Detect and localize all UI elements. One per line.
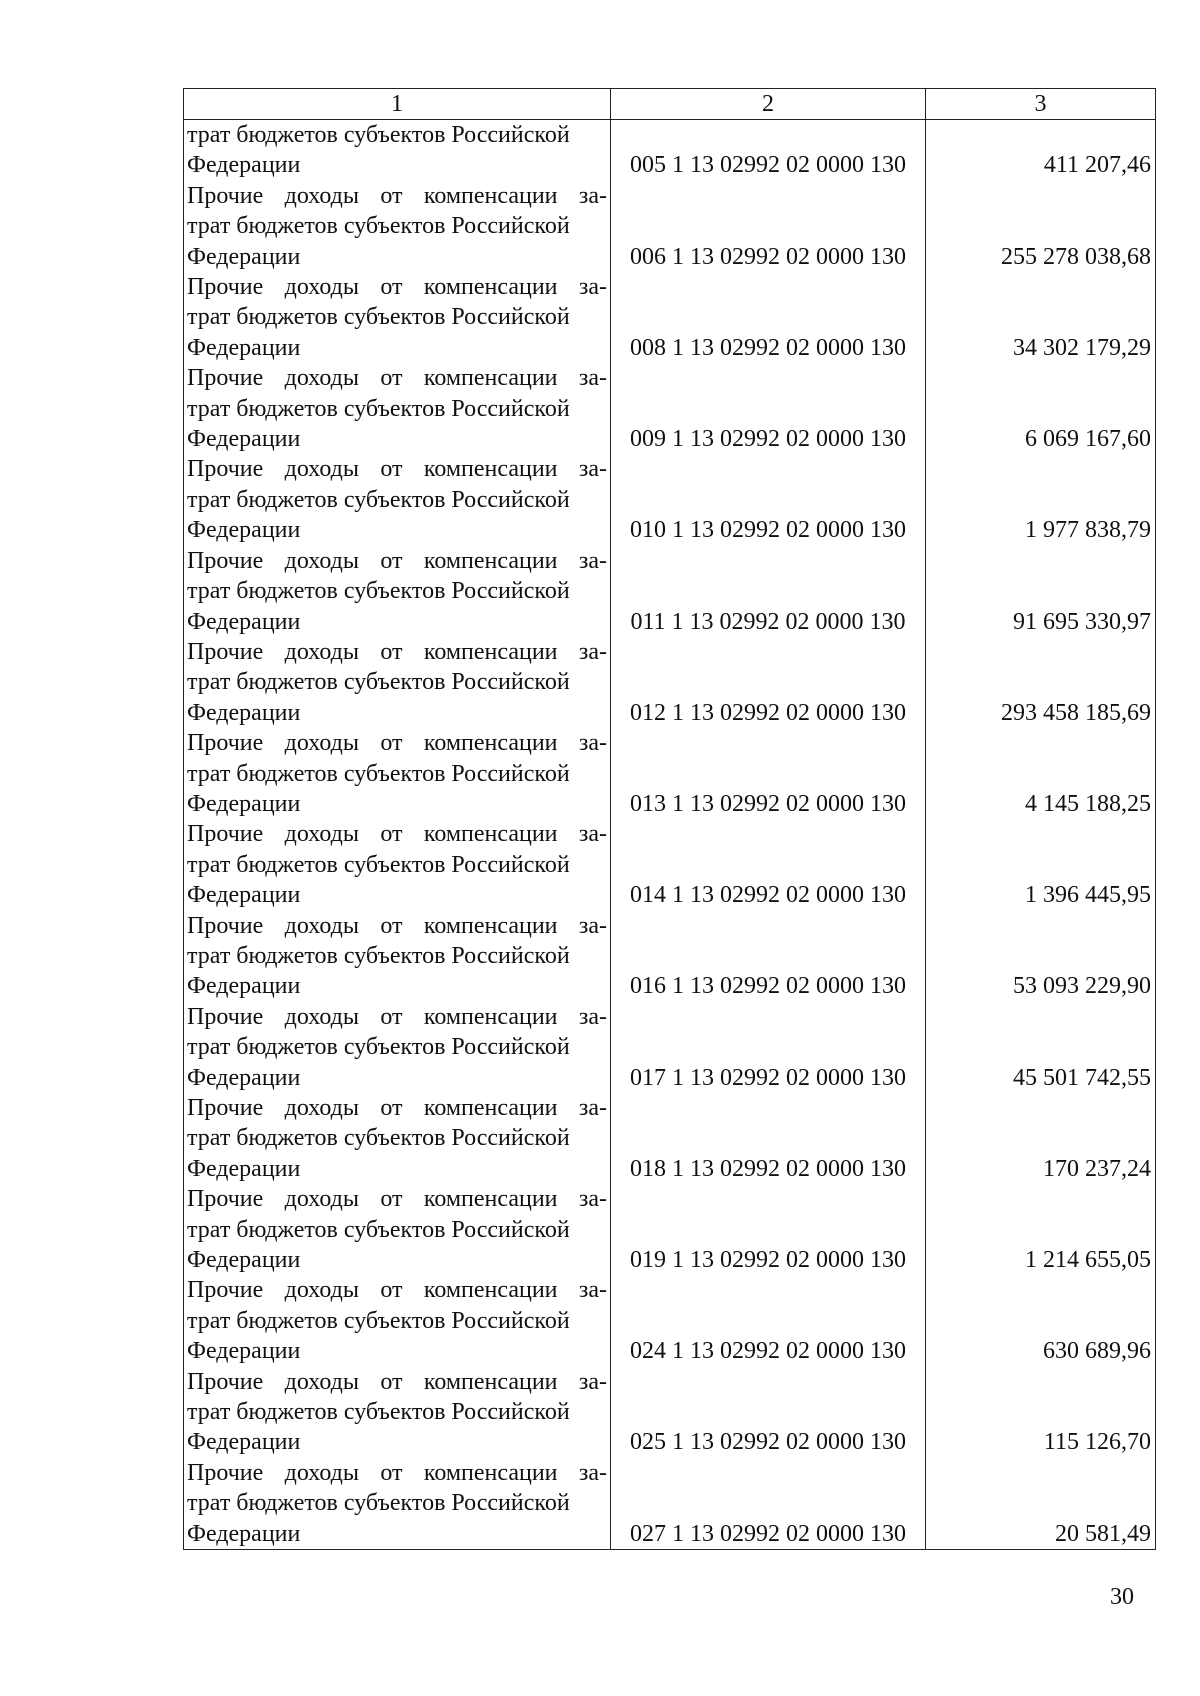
table-row bbox=[184, 819, 1156, 910]
table-row bbox=[184, 728, 1156, 819]
description-line: Федерации bbox=[187, 1247, 301, 1274]
description-line: Федерации bbox=[187, 517, 301, 544]
amount-cell: 170 237,24 bbox=[926, 1093, 1156, 1184]
amount-cell: 4 145 188,25 bbox=[926, 728, 1156, 819]
revenue-description-cell bbox=[184, 637, 611, 728]
description-line: Федерации bbox=[187, 699, 301, 726]
revenue-description-cell bbox=[184, 181, 611, 272]
description-line: Федерации bbox=[187, 1429, 301, 1456]
revenue-description-cell bbox=[184, 1093, 611, 1184]
amount-cell: 115 126,70 bbox=[926, 1367, 1156, 1458]
description-line: Прочие доходы от компенсации за- bbox=[187, 182, 607, 209]
budget-classification-code-cell: 009 1 13 02992 02 0000 130 bbox=[611, 363, 926, 454]
revenue-description-cell bbox=[184, 911, 611, 1002]
description-line: Федерации bbox=[187, 1155, 301, 1182]
revenue-description-cell bbox=[184, 819, 611, 910]
amount-cell: 1 214 655,05 bbox=[926, 1184, 1156, 1275]
description-line: Федерации bbox=[187, 243, 301, 270]
revenue-description-cell bbox=[184, 120, 611, 181]
revenue-description-cell bbox=[184, 272, 611, 363]
revenue-description-cell bbox=[184, 546, 611, 637]
table-row bbox=[184, 1184, 1156, 1275]
table-body bbox=[184, 120, 1156, 1550]
description-line: Федерации bbox=[187, 973, 301, 1000]
amount-cell: 34 302 179,29 bbox=[926, 272, 1156, 363]
description-line: Прочие доходы от компенсации за- bbox=[187, 912, 607, 939]
description-line: Прочие доходы от компенсации за- bbox=[187, 365, 607, 392]
description-line: Прочие доходы от компенсации за- bbox=[187, 456, 607, 483]
revenue-description-cell bbox=[184, 728, 611, 819]
description-line: Федерации bbox=[187, 152, 301, 179]
budget-classification-code-cell: 006 1 13 02992 02 0000 130 bbox=[611, 181, 926, 272]
budget-classification-code-cell: 005 1 13 02992 02 0000 130 bbox=[611, 120, 926, 181]
table-row bbox=[184, 120, 1156, 181]
amount-cell: 630 689,96 bbox=[926, 1275, 1156, 1366]
budget-classification-code-cell: 019 1 13 02992 02 0000 130 bbox=[611, 1184, 926, 1275]
amount-cell: 53 093 229,90 bbox=[926, 911, 1156, 1002]
description-line: трат бюджетов субъектов Российской bbox=[187, 669, 570, 696]
description-line: Прочие доходы от компенсации за- bbox=[187, 547, 607, 574]
table-row bbox=[184, 546, 1156, 637]
table-row bbox=[184, 272, 1156, 363]
description-line: Прочие доходы от компенсации за- bbox=[187, 638, 607, 665]
budget-classification-code-cell: 014 1 13 02992 02 0000 130 bbox=[611, 819, 926, 910]
table-row bbox=[184, 911, 1156, 1002]
amount-cell: 1 977 838,79 bbox=[926, 454, 1156, 545]
revenue-description-cell bbox=[184, 1275, 611, 1366]
description-line: Прочие доходы от компенсации за- bbox=[187, 274, 607, 301]
table-row bbox=[184, 637, 1156, 728]
table-row bbox=[184, 1458, 1156, 1550]
amount-cell: 6 069 167,60 bbox=[926, 363, 1156, 454]
budget-classification-code-cell: 010 1 13 02992 02 0000 130 bbox=[611, 454, 926, 545]
budget-revenue-table bbox=[183, 88, 1156, 1550]
description-line: Федерации bbox=[187, 882, 301, 909]
description-line: Прочие доходы от компенсации за- bbox=[187, 1277, 607, 1304]
description-line: Прочие доходы от компенсации за- bbox=[187, 1003, 607, 1030]
table-row bbox=[184, 1093, 1156, 1184]
description-line: трат бюджетов субъектов Российской bbox=[187, 122, 570, 148]
description-line: Прочие доходы от компенсации за- bbox=[187, 1186, 607, 1213]
budget-classification-code-cell: 016 1 13 02992 02 0000 130 bbox=[611, 911, 926, 1002]
description-line: трат бюджетов субъектов Российской bbox=[187, 851, 570, 878]
budget-classification-code-cell: 018 1 13 02992 02 0000 130 bbox=[611, 1093, 926, 1184]
budget-classification-code-cell: 013 1 13 02992 02 0000 130 bbox=[611, 728, 926, 819]
description-line: трат бюджетов субъектов Российской bbox=[187, 213, 570, 240]
amount-cell: 20 581,49 bbox=[926, 1458, 1156, 1550]
revenue-description-cell bbox=[184, 363, 611, 454]
description-line: Федерации bbox=[187, 1064, 301, 1091]
table-row bbox=[184, 363, 1156, 454]
description-line: Федерации bbox=[187, 426, 301, 453]
description-line: трат бюджетов субъектов Российской bbox=[187, 1125, 570, 1152]
description-line: Федерации bbox=[187, 608, 301, 635]
amount-cell: 411 207,46 bbox=[926, 120, 1156, 181]
description-line: Прочие доходы от компенсации за- bbox=[187, 1368, 607, 1395]
amount-cell: 293 458 185,69 bbox=[926, 637, 1156, 728]
revenue-description-cell bbox=[184, 1184, 611, 1275]
description-line: Федерации bbox=[187, 1520, 301, 1547]
budget-classification-code-cell: 017 1 13 02992 02 0000 130 bbox=[611, 1002, 926, 1093]
budget-classification-code-cell: 025 1 13 02992 02 0000 130 bbox=[611, 1367, 926, 1458]
description-line: трат бюджетов субъектов Российской bbox=[187, 1399, 570, 1426]
table-row bbox=[184, 1002, 1156, 1093]
description-line: трат бюджетов субъектов Российской bbox=[187, 1307, 570, 1334]
description-line: Прочие доходы от компенсации за- bbox=[187, 821, 607, 848]
column-number-header-row bbox=[184, 89, 1156, 120]
table-row bbox=[184, 181, 1156, 272]
amount-cell: 45 501 742,55 bbox=[926, 1002, 1156, 1093]
revenue-description-cell bbox=[184, 454, 611, 545]
description-line: Федерации bbox=[187, 790, 301, 817]
description-line: трат бюджетов субъектов Российской bbox=[187, 1216, 570, 1243]
table-row bbox=[184, 1275, 1156, 1366]
description-line: трат бюджетов субъектов Российской bbox=[187, 578, 570, 605]
amount-cell: 1 396 445,95 bbox=[926, 819, 1156, 910]
description-line: трат бюджетов субъектов Российской bbox=[187, 942, 570, 969]
column-header-1: 1 bbox=[184, 89, 611, 120]
budget-classification-code-cell: 024 1 13 02992 02 0000 130 bbox=[611, 1275, 926, 1366]
description-line: Федерации bbox=[187, 334, 301, 361]
description-line: Прочие доходы от компенсации за- bbox=[187, 1095, 607, 1121]
page-number: 30 bbox=[1110, 1584, 1134, 1610]
revenue-description-cell bbox=[184, 1458, 611, 1550]
revenue-description-cell bbox=[184, 1002, 611, 1093]
column-header-2: 2 bbox=[611, 89, 926, 120]
amount-cell: 91 695 330,97 bbox=[926, 546, 1156, 637]
description-line: трат бюджетов субъектов Российской bbox=[187, 486, 570, 513]
description-line: трат бюджетов субъектов Российской bbox=[187, 1034, 570, 1061]
budget-classification-code-cell: 008 1 13 02992 02 0000 130 bbox=[611, 272, 926, 363]
description-line: трат бюджетов субъектов Российской bbox=[187, 304, 570, 331]
description-line: трат бюджетов субъектов Российской bbox=[187, 1490, 570, 1517]
description-line: Федерации bbox=[187, 1338, 301, 1365]
description-line: трат бюджетов субъектов Российской bbox=[187, 760, 570, 787]
budget-classification-code-cell: 027 1 13 02992 02 0000 130 bbox=[611, 1458, 926, 1550]
table-row bbox=[184, 1367, 1156, 1458]
description-line: Прочие доходы от компенсации за- bbox=[187, 730, 607, 757]
description-line: Прочие доходы от компенсации за- bbox=[187, 1459, 607, 1486]
column-header-3: 3 bbox=[926, 89, 1156, 120]
amount-cell: 255 278 038,68 bbox=[926, 181, 1156, 272]
budget-classification-code-cell: 012 1 13 02992 02 0000 130 bbox=[611, 637, 926, 728]
revenue-description-cell bbox=[184, 1367, 611, 1458]
budget-classification-code-cell: 011 1 13 02992 02 0000 130 bbox=[611, 546, 926, 637]
table-row bbox=[184, 454, 1156, 545]
description-line: трат бюджетов субъектов Российской bbox=[187, 395, 570, 422]
